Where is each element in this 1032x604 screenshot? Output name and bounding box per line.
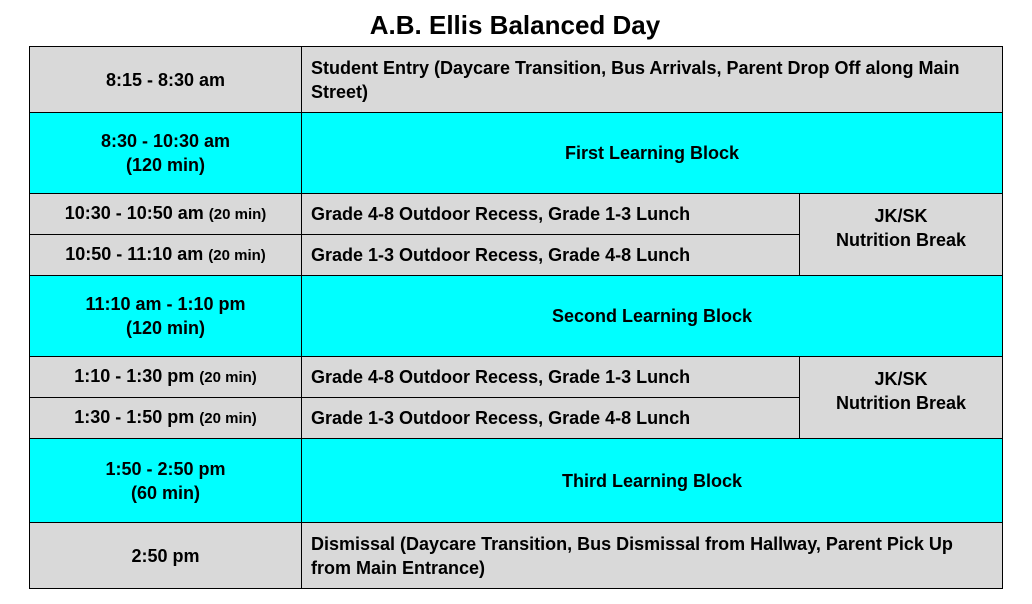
nutrition-break-label: Nutrition Break (835, 230, 967, 250)
time-range: 1:50 - 2:50 pm (105, 458, 226, 479)
time-cell (30, 113, 302, 194)
table-row (30, 194, 1003, 235)
learning-block-cell: First Learning Block (302, 113, 1003, 194)
time-cell (30, 398, 302, 439)
duration-label: (20 min) (208, 247, 266, 264)
table-row (30, 47, 1003, 113)
duration-label: (20 min) (208, 206, 267, 223)
table-row (30, 439, 1003, 523)
duration-label: (20 min) (199, 410, 257, 427)
learning-block-cell: Third Learning Block (302, 439, 1003, 523)
nutrition-grade-label: JK/SK (874, 369, 928, 389)
table-row (30, 113, 1003, 194)
activity-cell: Student Entry (Daycare Transition, Bus Arrivals, Parent Drop Off along Main Street) (302, 47, 1003, 113)
table-row (30, 276, 1003, 357)
duration-label: (60 min) (130, 482, 200, 503)
nutrition-break-label: Nutrition Break (835, 393, 967, 413)
duration-label: (120 min) (125, 318, 206, 338)
time-cell (30, 194, 302, 235)
activity-cell: Grade 1-3 Outdoor Recess, Grade 4-8 Lunch (302, 235, 800, 276)
time-range: 1:30 - 1:50 pm (74, 407, 195, 427)
schedule-table (29, 46, 1003, 589)
duration-label: (120 min) (125, 155, 206, 175)
time-cell (30, 439, 302, 523)
time-cell (30, 276, 302, 357)
time-cell: 8:15 - 8:30 am (30, 47, 302, 113)
activity-cell: Grade 1-3 Outdoor Recess, Grade 4-8 Lunch (302, 398, 800, 439)
duration-label: (20 min) (199, 369, 257, 386)
time-cell (30, 235, 302, 276)
time-cell (30, 357, 302, 398)
time-cell: 2:50 pm (30, 523, 302, 589)
time-range: 11:10 am - 1:10 pm (85, 294, 246, 314)
time-range: 8:30 - 10:30 am (100, 131, 231, 151)
activity-cell: Grade 4-8 Outdoor Recess, Grade 1-3 Lunch (302, 194, 800, 235)
nutrition-break-cell (800, 357, 1003, 439)
activity-cell: Dismissal (Daycare Transition, Bus Dismissal from Hallway, Parent Pick Up from Main Entrance) (302, 523, 1003, 589)
time-range: 1:10 - 1:30 pm (74, 366, 195, 386)
nutrition-grade-label: JK/SK (874, 206, 928, 226)
table-row (30, 523, 1003, 589)
time-range: 10:30 - 10:50 am (64, 203, 204, 223)
table-row (30, 357, 1003, 398)
time-range: 10:50 - 11:10 am (65, 244, 204, 264)
nutrition-break-cell (800, 194, 1003, 276)
page-title: A.B. Ellis Balanced Day (369, 10, 661, 40)
learning-block-cell: Second Learning Block (302, 276, 1003, 357)
activity-cell: Grade 4-8 Outdoor Recess, Grade 1-3 Lunch (302, 357, 800, 398)
